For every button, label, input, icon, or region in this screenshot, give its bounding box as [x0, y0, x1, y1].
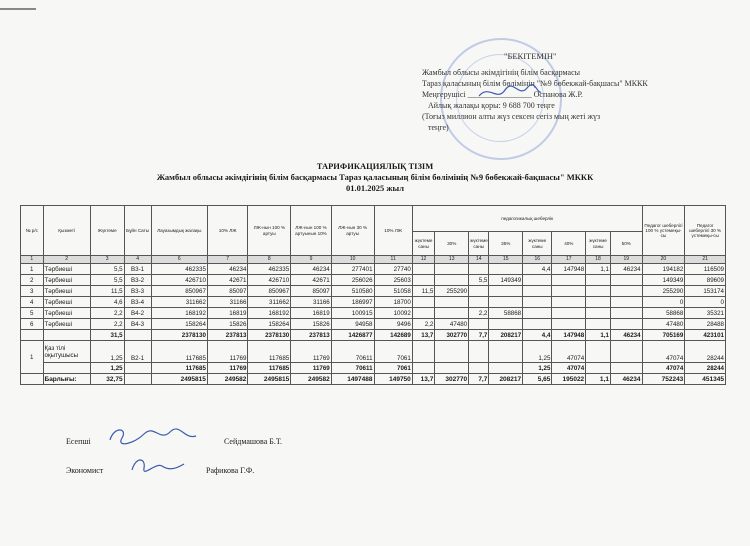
table-cell [124, 363, 151, 374]
table-cell: 3 [21, 286, 44, 297]
table-cell: В3-2 [124, 275, 151, 286]
director-signature [475, 82, 545, 104]
table-cell: 1,1 [586, 264, 611, 275]
table-cell: 237813 [291, 330, 332, 341]
table-cell [586, 308, 611, 319]
table-cell [435, 297, 469, 308]
table-cell: В3-3 [124, 286, 151, 297]
table-cell [435, 341, 469, 363]
table-cell: 15826 [207, 319, 248, 330]
table-row [21, 319, 726, 330]
accountant-label: Есепші [66, 437, 91, 446]
table-cell: 1426877 [331, 330, 374, 341]
table-cell: 85097 [291, 286, 332, 297]
table-cell: 7,7 [469, 330, 489, 341]
table-cell [489, 297, 523, 308]
table-cell: 4 [21, 297, 44, 308]
column-number: 12 [412, 256, 435, 264]
table-cell: 47074 [552, 341, 586, 363]
table-cell: 705169 [642, 330, 685, 341]
table-cell [489, 319, 523, 330]
table-cell [435, 308, 469, 319]
table-cell [469, 319, 489, 330]
col-skill-sub: жүктеме саны [523, 232, 552, 256]
approval-heading: "БЕКІТЕМІН" [504, 51, 557, 61]
table-cell: 2,2 [469, 308, 489, 319]
table-cell: Барлығы: [43, 374, 90, 385]
table-cell: 28488 [685, 319, 726, 330]
table-cell: 168192 [248, 308, 291, 319]
table-cell: 237813 [207, 330, 248, 341]
column-number: 6 [151, 256, 207, 264]
table-cell [21, 330, 44, 341]
table-cell: 46234 [610, 264, 642, 275]
column-number: 10 [331, 256, 374, 264]
column-number: 4 [124, 256, 151, 264]
table-cell: 18700 [374, 297, 412, 308]
table-cell [43, 330, 90, 341]
economist-label: Экономист [66, 466, 104, 475]
table-cell: 2495815 [248, 374, 291, 385]
table-cell: 47480 [435, 319, 469, 330]
table-cell: 149349 [489, 275, 523, 286]
col-salary: Лауазымдық жалақы [151, 206, 207, 256]
col-lzh30: ЛЖ-нын 30 % артуы [331, 206, 374, 256]
table-cell: 311662 [151, 297, 207, 308]
table-cell: 462335 [248, 264, 291, 275]
table-cell: 5,5 [90, 275, 124, 286]
table-cell: 302770 [435, 374, 469, 385]
table-cell: 11769 [291, 363, 332, 374]
doc-date: 01.01.2025 жыл [346, 183, 404, 193]
table-cell [124, 374, 151, 385]
column-number: 17 [552, 256, 586, 264]
doc-subtitle: Жамбыл облысы әкімдігінің білім басқармасы Тараз қаласының білім бөлімінің №9 бөбекжай-бақшасы" МККК [156, 172, 594, 182]
table-cell: 1 [21, 341, 44, 374]
table-cell [43, 363, 90, 374]
table-cell: 451345 [685, 374, 726, 385]
table-cell [523, 308, 552, 319]
table-cell: 47074 [642, 341, 685, 363]
table-cell: 89609 [685, 275, 726, 286]
table-row [21, 275, 726, 286]
table-cell [523, 319, 552, 330]
col-skill: педагогикалық шеберлік [412, 206, 642, 232]
table-cell [586, 363, 611, 374]
col-ped100: Педагог шеберлігі 100 % үстемеқы-сы [642, 206, 685, 256]
table-cell: 27740 [374, 264, 412, 275]
table-cell: 116509 [685, 264, 726, 275]
column-number: 14 [469, 256, 489, 264]
table-cell: 752243 [642, 374, 685, 385]
table-cell: 46234 [610, 330, 642, 341]
column-number: 9 [291, 256, 332, 264]
table-row [21, 297, 726, 308]
table-cell [586, 319, 611, 330]
table-cell: 423101 [685, 330, 726, 341]
approval-line: Айлық жалақы қоры: 9 688 700 теңге [428, 101, 555, 110]
table-cell: 46234 [291, 264, 332, 275]
table-cell: В4-3 [124, 319, 151, 330]
table-cell: 256026 [331, 275, 374, 286]
table-cell: 15826 [291, 319, 332, 330]
table-cell: 186997 [331, 297, 374, 308]
table-cell: 277401 [331, 264, 374, 275]
table-cell [586, 286, 611, 297]
approval-line: Жамбыл облысы әкімдігінің білім басқармасы [422, 68, 581, 77]
col-skill-sub: 50% [610, 232, 642, 256]
approval-line: теңге) [428, 123, 449, 132]
table-cell: 42671 [291, 275, 332, 286]
table-cell: 25603 [374, 275, 412, 286]
col-skill-sub: 30% [435, 232, 469, 256]
table-cell: 2378130 [151, 330, 207, 341]
table-cell [412, 341, 435, 363]
table-cell: 194182 [642, 264, 685, 275]
table-cell [586, 275, 611, 286]
table-cell [586, 341, 611, 363]
column-number: 11 [374, 256, 412, 264]
table-cell [552, 297, 586, 308]
table-cell: 28244 [685, 363, 726, 374]
table-cell: 1497488 [331, 374, 374, 385]
table-cell: 47480 [642, 319, 685, 330]
table-cell: 168192 [151, 308, 207, 319]
table-cell: 47074 [552, 363, 586, 374]
table-cell: 7061 [374, 341, 412, 363]
table-cell [552, 308, 586, 319]
table-cell: 147948 [552, 264, 586, 275]
approval-line: Тараз қаласының білім бөлімінің "№9 бөбекжай-бақшасы" МККК [422, 79, 648, 88]
table-cell: 1,25 [523, 363, 552, 374]
table-cell: 1,1 [586, 374, 611, 385]
approval-line: Меңгерушісі ________________ Оспанова Ж.Р. [422, 90, 583, 99]
table-cell: В3-4 [124, 297, 151, 308]
table-cell: 158264 [151, 319, 207, 330]
col-position: Қызметі [43, 206, 90, 256]
table-cell: 28244 [685, 341, 726, 363]
table-cell: 2378130 [248, 330, 291, 341]
tariff-table [20, 205, 726, 385]
table-cell [523, 297, 552, 308]
table-cell: 11,5 [90, 286, 124, 297]
table-cell: 4,4 [523, 330, 552, 341]
table-row [21, 308, 726, 319]
table-cell: 2,2 [90, 308, 124, 319]
accountant-name: Сейдмашова Б.Т. [224, 437, 282, 446]
table-row [21, 286, 726, 297]
subtotal-row [21, 330, 726, 341]
table-cell: 42671 [207, 275, 248, 286]
table-cell: 2,2 [412, 319, 435, 330]
col-skill-sub: 40% [552, 232, 586, 256]
table-cell: 70611 [331, 363, 374, 374]
approval-line: (Тоғыз миллион алты жүз сексен сегіз мың жеті жүз [422, 112, 601, 121]
column-number: 1 [21, 256, 44, 264]
col-skill-sub: жүктеме саны [586, 232, 611, 256]
column-number: 15 [489, 256, 523, 264]
table-cell: 13,7 [412, 374, 435, 385]
table-cell: В2-1 [124, 341, 151, 363]
col-load: Жүктеме [90, 206, 124, 256]
table-cell: 16819 [291, 308, 332, 319]
table-cell: 9496 [374, 319, 412, 330]
table-cell: 35321 [685, 308, 726, 319]
table-cell [412, 363, 435, 374]
table-cell: 31166 [291, 297, 332, 308]
table-cell: 1,1 [586, 330, 611, 341]
table-cell [412, 308, 435, 319]
col-pct10b: 10% ЛЖ [374, 206, 412, 256]
table-cell: 6 [21, 319, 44, 330]
table-cell: 46234 [207, 264, 248, 275]
table-cell: В4-2 [124, 308, 151, 319]
table-cell: 10092 [374, 308, 412, 319]
table-cell: 5 [21, 308, 44, 319]
table-cell: 51058 [374, 286, 412, 297]
table-cell: 58868 [642, 308, 685, 319]
table-cell: 147948 [552, 330, 586, 341]
table-cell: 117685 [248, 363, 291, 374]
table-cell: 117685 [248, 341, 291, 363]
table-cell: 4,4 [523, 264, 552, 275]
economist-name: Рафикова Г.Ф. [206, 466, 255, 475]
col-pct10: 10% ЛЖ [207, 206, 248, 256]
table-cell: 117685 [151, 363, 207, 374]
table-cell: 7,7 [469, 374, 489, 385]
table-cell: Тәрбиеші [43, 264, 90, 275]
table-cell: 1,25 [90, 341, 124, 363]
col-skill-sub: жүктеме саны [412, 232, 435, 256]
column-number: 18 [586, 256, 611, 264]
table-cell [489, 286, 523, 297]
column-number: 7 [207, 256, 248, 264]
total-row [21, 374, 726, 385]
table-cell: 117685 [151, 341, 207, 363]
column-number: 8 [248, 256, 291, 264]
table-cell: 195022 [552, 374, 586, 385]
table-cell [489, 341, 523, 363]
table-cell [610, 308, 642, 319]
table-cell [412, 275, 435, 286]
table-cell: 208217 [489, 374, 523, 385]
table-cell: 4,6 [90, 297, 124, 308]
table-cell: Тәрбиеші [43, 286, 90, 297]
table-cell: 85097 [207, 286, 248, 297]
column-number: 21 [685, 256, 726, 264]
table-cell [552, 286, 586, 297]
table-cell [610, 341, 642, 363]
table-cell: 58868 [489, 308, 523, 319]
table-cell: 426710 [151, 275, 207, 286]
table-cell: 149750 [374, 374, 412, 385]
table-cell: 32,75 [90, 374, 124, 385]
column-number: 3 [90, 256, 124, 264]
col-lzh100: ЛЖ-нын 100 % артуы [248, 206, 291, 256]
column-number: 20 [642, 256, 685, 264]
table-cell [552, 275, 586, 286]
table-cell: 100915 [331, 308, 374, 319]
table-cell: 94958 [331, 319, 374, 330]
table-cell: 426710 [248, 275, 291, 286]
table-cell: 0 [642, 297, 685, 308]
table-cell: 510580 [331, 286, 374, 297]
column-number: 2 [43, 256, 90, 264]
table-cell: 31,5 [90, 330, 124, 341]
table-cell: 11769 [207, 341, 248, 363]
table-cell [435, 363, 469, 374]
table-cell: 13,7 [412, 330, 435, 341]
table-cell [610, 286, 642, 297]
table-cell: 1,25 [523, 341, 552, 363]
table-cell [489, 363, 523, 374]
table-cell: 7061 [374, 363, 412, 374]
doc-title: ТАРИФИКАЦИЯЛЫҚ ТІЗІМ [316, 161, 434, 171]
table-cell [489, 264, 523, 275]
table-cell: 158264 [248, 319, 291, 330]
table-cell: Қаз тілі оқытушысы [43, 341, 90, 363]
table-cell [552, 319, 586, 330]
table-cell: 149349 [642, 275, 685, 286]
table-cell: 5,5 [90, 264, 124, 275]
table-cell: В3-1 [124, 264, 151, 275]
col-skill-sub: жүктеме саны [469, 232, 489, 256]
column-number-row [21, 256, 726, 264]
table-cell: 208217 [489, 330, 523, 341]
table-cell [435, 264, 469, 275]
table-cell [412, 264, 435, 275]
col-post: Бұйн Саты [124, 206, 151, 256]
column-number: 19 [610, 256, 642, 264]
table-cell [610, 297, 642, 308]
table-cell: 70611 [331, 341, 374, 363]
subtotal-row [21, 363, 726, 374]
table-cell: 255290 [642, 286, 685, 297]
table-cell: 16819 [207, 308, 248, 319]
table-cell [586, 297, 611, 308]
table-cell: 11,5 [412, 286, 435, 297]
table-cell [523, 275, 552, 286]
table-cell: 462335 [151, 264, 207, 275]
table-cell [412, 297, 435, 308]
table-cell [469, 341, 489, 363]
table-cell: 0 [685, 297, 726, 308]
table-cell: 249582 [291, 374, 332, 385]
table-cell: 2495815 [151, 374, 207, 385]
table-cell: 47074 [642, 363, 685, 374]
table-cell: Тәрбиеші [43, 319, 90, 330]
col-lzh100-10: ЛЖ-нын 100 % артуынын 10% [291, 206, 332, 256]
table-cell [469, 297, 489, 308]
table-cell: 2 [21, 275, 44, 286]
table-cell: 31166 [207, 297, 248, 308]
table-cell: 11769 [291, 341, 332, 363]
table-cell: 311662 [248, 297, 291, 308]
table-cell [610, 275, 642, 286]
table-row [21, 341, 726, 363]
table-cell [469, 363, 489, 374]
table-cell [435, 275, 469, 286]
column-number: 13 [435, 256, 469, 264]
table-cell [21, 374, 44, 385]
table-cell: Тәрбиеші [43, 308, 90, 319]
table-cell [469, 286, 489, 297]
table-cell: 153174 [685, 286, 726, 297]
table-cell [124, 330, 151, 341]
table-cell: 2,2 [90, 319, 124, 330]
table-cell: 249582 [207, 374, 248, 385]
table-cell: 11769 [207, 363, 248, 374]
table-cell [523, 286, 552, 297]
table-cell: Тәрбиеші [43, 297, 90, 308]
table-cell: 850967 [151, 286, 207, 297]
table-cell: 5,65 [523, 374, 552, 385]
col-ped30: Педагог шеберлігі 30 % үстемеқы-сы [685, 206, 726, 256]
table-cell: 1 [21, 264, 44, 275]
table-cell [610, 363, 642, 374]
table-cell: 255290 [435, 286, 469, 297]
column-number: 16 [523, 256, 552, 264]
table-cell [610, 319, 642, 330]
col-skill-sub: 35% [489, 232, 523, 256]
table-cell: Тәрбиеші [43, 275, 90, 286]
table-cell: 1,25 [90, 363, 124, 374]
top-rule [0, 0, 36, 10]
accountant-signature [104, 424, 199, 450]
table-cell [469, 264, 489, 275]
table-cell: 5,5 [469, 275, 489, 286]
table-cell: 142689 [374, 330, 412, 341]
economist-signature [128, 452, 188, 478]
table-cell: 302770 [435, 330, 469, 341]
col-no: № р/с [21, 206, 44, 256]
table-row [21, 264, 726, 275]
table-cell: 46234 [610, 374, 642, 385]
table-cell: 850967 [248, 286, 291, 297]
